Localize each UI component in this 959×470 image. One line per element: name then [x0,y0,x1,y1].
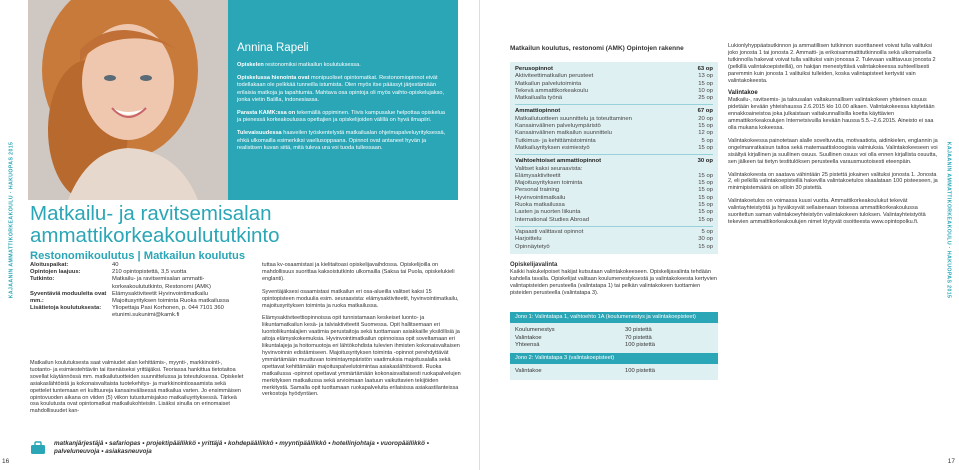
student-quote [228,0,458,200]
table-row: Matkailualla työnä 25 op [515,95,713,102]
body-text-left: Matkailun koulutuksesta saat valmiudet alan kehittämis-, myynti-, markkinointi-, tuotanto- ja esimiestehtäviin tai itsenäiseksi yrittäjäksi. Teoriassa hankittua tietotaitoa sovellat käytännössä mm. matkailutuotteiden suunnittelussa ja toteutuksessa. Opiskelet asiakaslähtöistä ja kokonaisvaltaista tuotekehitys- ja markkinointiosaamista sekä opettelet tuntemaan eri kulttuureja kansainvälisessä matkailua varten. Jo ensimmäisen opintovuoden aikana on viiden (5) viikon tutustumisjakso matkailuyrityksessä. Tärkeä osa koulutusta ovat opintomatkat matkailukohteisiin. Lisäksi sinulla on erinomaiset mahdollisuudet kan- [30,360,244,415]
table-row: Valitset kaksi seuraavista: [515,165,583,172]
page-number-left: 16 [2,458,10,465]
quote-paragraph: Opiskelussa hienointa ovat monipuoliset opintomatkat. Restonomiopinnot eivät todellakaan ole pelkkää tunneilla istumista. Olen myös itse päässyt järjestämään erilaisia matkoja ja tapahtumia. Mahtava osa opintoja oli myös vaihto-opiskelujakso, jonka vietin Balilla, Indonesiassa. [237,75,445,103]
page-title: Matkailu- ja ravitsemisalan ammattikorkeakoulututkinto [30,202,280,247]
table-row: Kansainvälinen palveluympäristö 15 op [515,123,713,130]
career-list: matkanjärjestäjä • safariopas • projektipäällikkö • yrittäjä • kohdepäällikkö • myyntipäällikkö • hotellinjohtaja • vuoropäällikkö • palveluneuvoja • asiakasneuvoja [30,440,450,456]
quote-paragraph: Tulevaisuudessa haaveilen työskentelystä matkailualan ohjelmapalveluyrityksessä, ehkä ulkomailla esimerkiksi vaellusoppaana. Opinnot ovat antaneet hyvän ja realistisen kuvan siitä, mitä tuleva ura voi tuoda tullessaan. [237,130,446,151]
left-edge-label: KAJAANIN AMMATTIKORKEAKOULU · HAKUOPAS 2015 [8,141,14,299]
table-row: Vaihtoehtoiset ammattiopinnot 30 op [515,158,713,165]
table-row: Matkailun palvelutoiminta 15 op [515,80,713,87]
table-row: Perusopinnot 63 op [515,66,713,72]
quote-paragraph: Opiskelen restonomiksi matkailun koulutuksessa. [237,62,361,68]
table-row: Hyvinvointimatkailu 15 op [515,194,713,201]
table-row: Vapaasti valittavat opinnot 5 op [515,228,713,235]
table-row: Valintakoe 100 pistettä [515,368,655,375]
divider [515,226,713,227]
table-row: Yhteensä 100 pistettä [515,341,655,348]
table-row: Ammattiopinnot 67 op [515,108,713,115]
selection-info: Opiskelijavalinta Kaikki hakukelpoiset hakijat kutsutaan valintakokeeseen. Opiskelijavalinta tehdään kahdella tavalla. Opiskelijat valitaan koulumenestyksestä ja valintakokeesta kertyvien valintapisteiden perusteella (valintatapa 1) tai pelkän valintakokeen tuottamien pisteiden perusteella (valintatapa 3). [510,262,720,297]
table-row: Matkailutuotteen suunnittelu ja toteuttaminen 20 op [515,115,713,122]
fact-row: Aloituspaikat: 40 [30,262,119,268]
curriculum-heading: Matkailun koulutus, restonomi (AMK) Opintojen rakenne [510,45,684,52]
queue-1-header: Jono 1: Valintatapa 1, vaihtoehto 1A (koulumenestys ja valintakoepisteet) [510,312,718,323]
table-row: Tekevä ammattikorkeakoulu 10 op [515,87,713,94]
fact-row: Tutkinto: Matkailu- ja ravitsemisalan ammattikorkeakoulututkinto, Restonomi (AMK) [30,276,211,290]
table-row: Aktiviteettimatkailun perusteet 13 op [515,73,713,80]
curriculum-table [510,62,718,254]
table-row: Opinnäytetyö 15 op [515,243,713,250]
page-subtitle: Restonomikoulutus | Matkailun koulutus [30,250,246,262]
selection-queues [510,312,718,380]
table-row: Personal training 15 op [515,187,713,194]
page-number-right: 17 [947,458,955,465]
student-photo [28,0,228,200]
table-row: Harjoittelu 30 op [515,236,713,243]
divider [515,154,713,155]
briefcase-icon [30,441,46,455]
table-row: Valintakoe 70 pistettä [515,334,652,341]
table-row: Ruoka matkailussa 15 op [515,202,713,209]
student-name: Annina Rapeli [237,42,309,54]
table-row: Tutkimus- ja kehittämistoiminta 5 op [515,137,713,144]
section-heading: Valintakoe [728,90,758,97]
program-title [30,203,450,262]
right-edge-label: KAJAANIN AMMATTIKORKEAKOULU · HAKUOPAS 2015 [945,141,951,299]
program-facts [30,262,245,320]
table-row: International Studies Abroad 15 op [515,216,713,223]
table-row: Kansainvälinen matkailun suunnittelu 12 op [515,130,713,137]
fact-row: Syventäviä moduuleita ovat mm.: Elämysaktiviteetit Hyvinvointimatkailu Majoitusyrityksen toiminta Ruoka matkailussa [30,290,229,305]
divider [515,104,713,105]
body-text-right: Lukionlyhyppäatsutkinnon ja ammatillisen tutkinnon suorittaneet voivat tulla valituksi joko jonosta 1 tai jonosta 2. Ammatti- ja erikoisammattitutkinnoilla sekä ulkomaisella tutkinnolla hakevat voivat tulla valituksi vain jonossa 2. Tulevaan valittavuus jonosta 2 (pelkillä valintakoepisteillä), on hakijan menestyttävä valintakokeessa suhteellisesti paremmin kuin jonosta 1 valituiksi tulleiden, koska valintapisteet kertyvät vain valintakokeesta. Valintakoe Matkailu-, ravitsemis- ja talousalan valtakunnallisen valintakokeen yhteinen osuus pidetään kevään yhteishaussa 2.6.2015 klo 10.00 alkaen. Valintakokeessa käytetään ennakkoaineistoa joka julkaistaan valtakunnallisilla koetta käyttävien ammattikorkeakoulujen Internetsivuilla kevään haussa 5.5.–2.6.2015. Aineisto ei saa olla mukana kokeessa. Valintakokeessa painotetaan alalle soveltuvutta, motivaatiota, aidinkielen, englannin ja ongelmanratkaisun taitoa sekä matemaattislooogisia valmiuksia. Valintakokeeseen voi sisältyä kirjallinen ja suullinen osuus. Suullinen osuus voi olla ennen kirjallista osuutta, sen jälkeen tai tietyn testitulöksen perusteella varausmuotoisesti eteenpäin. Valintakokeesta on saatava vähintään 25 pistettä jokainen valituksi jonosta 1. Jonosta 2, eli pelkillä valintakoepisteillä hakevilla valintakoetulos skaalataan 100 pisteeseen, ja minimipistemäärä on silloin 30 pistettä. Valintakoetulos on voimassa kuusi vuotta. Ammattikorkeakoulukut tekevät valintayhteistyötä ja hyväksyvät sellaisenaan toisessa ammattikorkeakoulussa suoritettun saman valintakoeyhteistyön valintakokeen tuloksen. Valintayhteistyötä tekevien ammattikorkeakoulujen nimet löytyvät osoitteesta www.opintopolku.fi. [728,43,940,232]
quote-paragraph: Parasta KAMK:ssa on tekemällä oppiminen. Tiivis kampusalue helpottaa opiskelua ja pienessä korkeakoulussa opettajien ja opiskelijoiden välillä on hyvä ilmapiiri. [237,110,446,124]
table-row: Lasten ja nuorten liikunta 15 op [515,209,713,216]
table-row: Majoitusyrityksen toiminta 15 op [515,180,713,187]
spine [479,0,480,470]
selection-heading: Opiskelijavalinta [510,262,558,268]
table-row: Koulumenestys 30 pistettä [515,327,652,334]
fact-row: Opintojen laajuus: 210 opintopistettä, 3,5 vuotta [30,269,187,276]
queue-2-header: Jono 2: Valintatapa 3 (valintakoepisteet) [510,353,718,364]
table-row: Elämysaktiviteetit 15 op [515,172,713,179]
fact-row: Lisätietoja koulutuksesta: Yliopettaja Pasi Korhonen, p. 044 7101 360 etunimi.sukunimi@kamk.fi [30,305,224,319]
table-row: Matkailuyrityksen esimiestyö 15 op [515,144,713,151]
body-text-middle: tuttaa kv-osaamistasi ja kielitaitoasi opiskelijavaihdossa. Opiskelijoilla on mahdollisuus suorittaa kaksoistutkinto ulkomailla (Saksa tai Puola, opiskelukieli englanti). Syventäjäksesi osaamistasi matkailun eri osa-alueilla valitset kaksi 15 opintopisteen moduulia esim. seuraavista: elämysaktiviteetit, hyvinvointimatkailu, majoitusyrityksen toiminta ja ruoka matkailussa. Elämysaktiviteettiopinnoissa opit tunnistamaan keskeiset luonto- ja liikuntamatkailun kesä- ja talviaktiviteetit Suomessa. Opit hallitsemaan eri luontoliikuntalajien vaatimia perustaitoja sekä tuottamaan asiakkaille yksilöllisiä ja aitoja elämyskokemuksia. Hyvinvointimatkailun opinnoissa opit soveltamaan eri liikuntalajeja ja hoitomuotoja eri lähtökohdista tulevien ihmisten kokonaisvaltaisen hyvinvoinnin edistämiseen. Majoitusyrityksen toiminta -opinnot perehdyttävät ymmärtämään muuttuvan toimintaympäristön vaatimuksia majoitusalalla sekä opettavat kehittämään majoituspalvelutoimintaa asiakaslähtöisesti. Ruoka matkailussa -opinnot opettavat ymmärtämään kokonaisvaltaisesti ruokapalvelujen merkityksen matkailussa sekä arvioimaan laatuun vaikuttavien tekijöiden merkitystä. Samalla opit tuottamaan ruokapalveluita erilaisissa asiakastilanteissa verkostoja hyödyntäen. [262,262,461,398]
